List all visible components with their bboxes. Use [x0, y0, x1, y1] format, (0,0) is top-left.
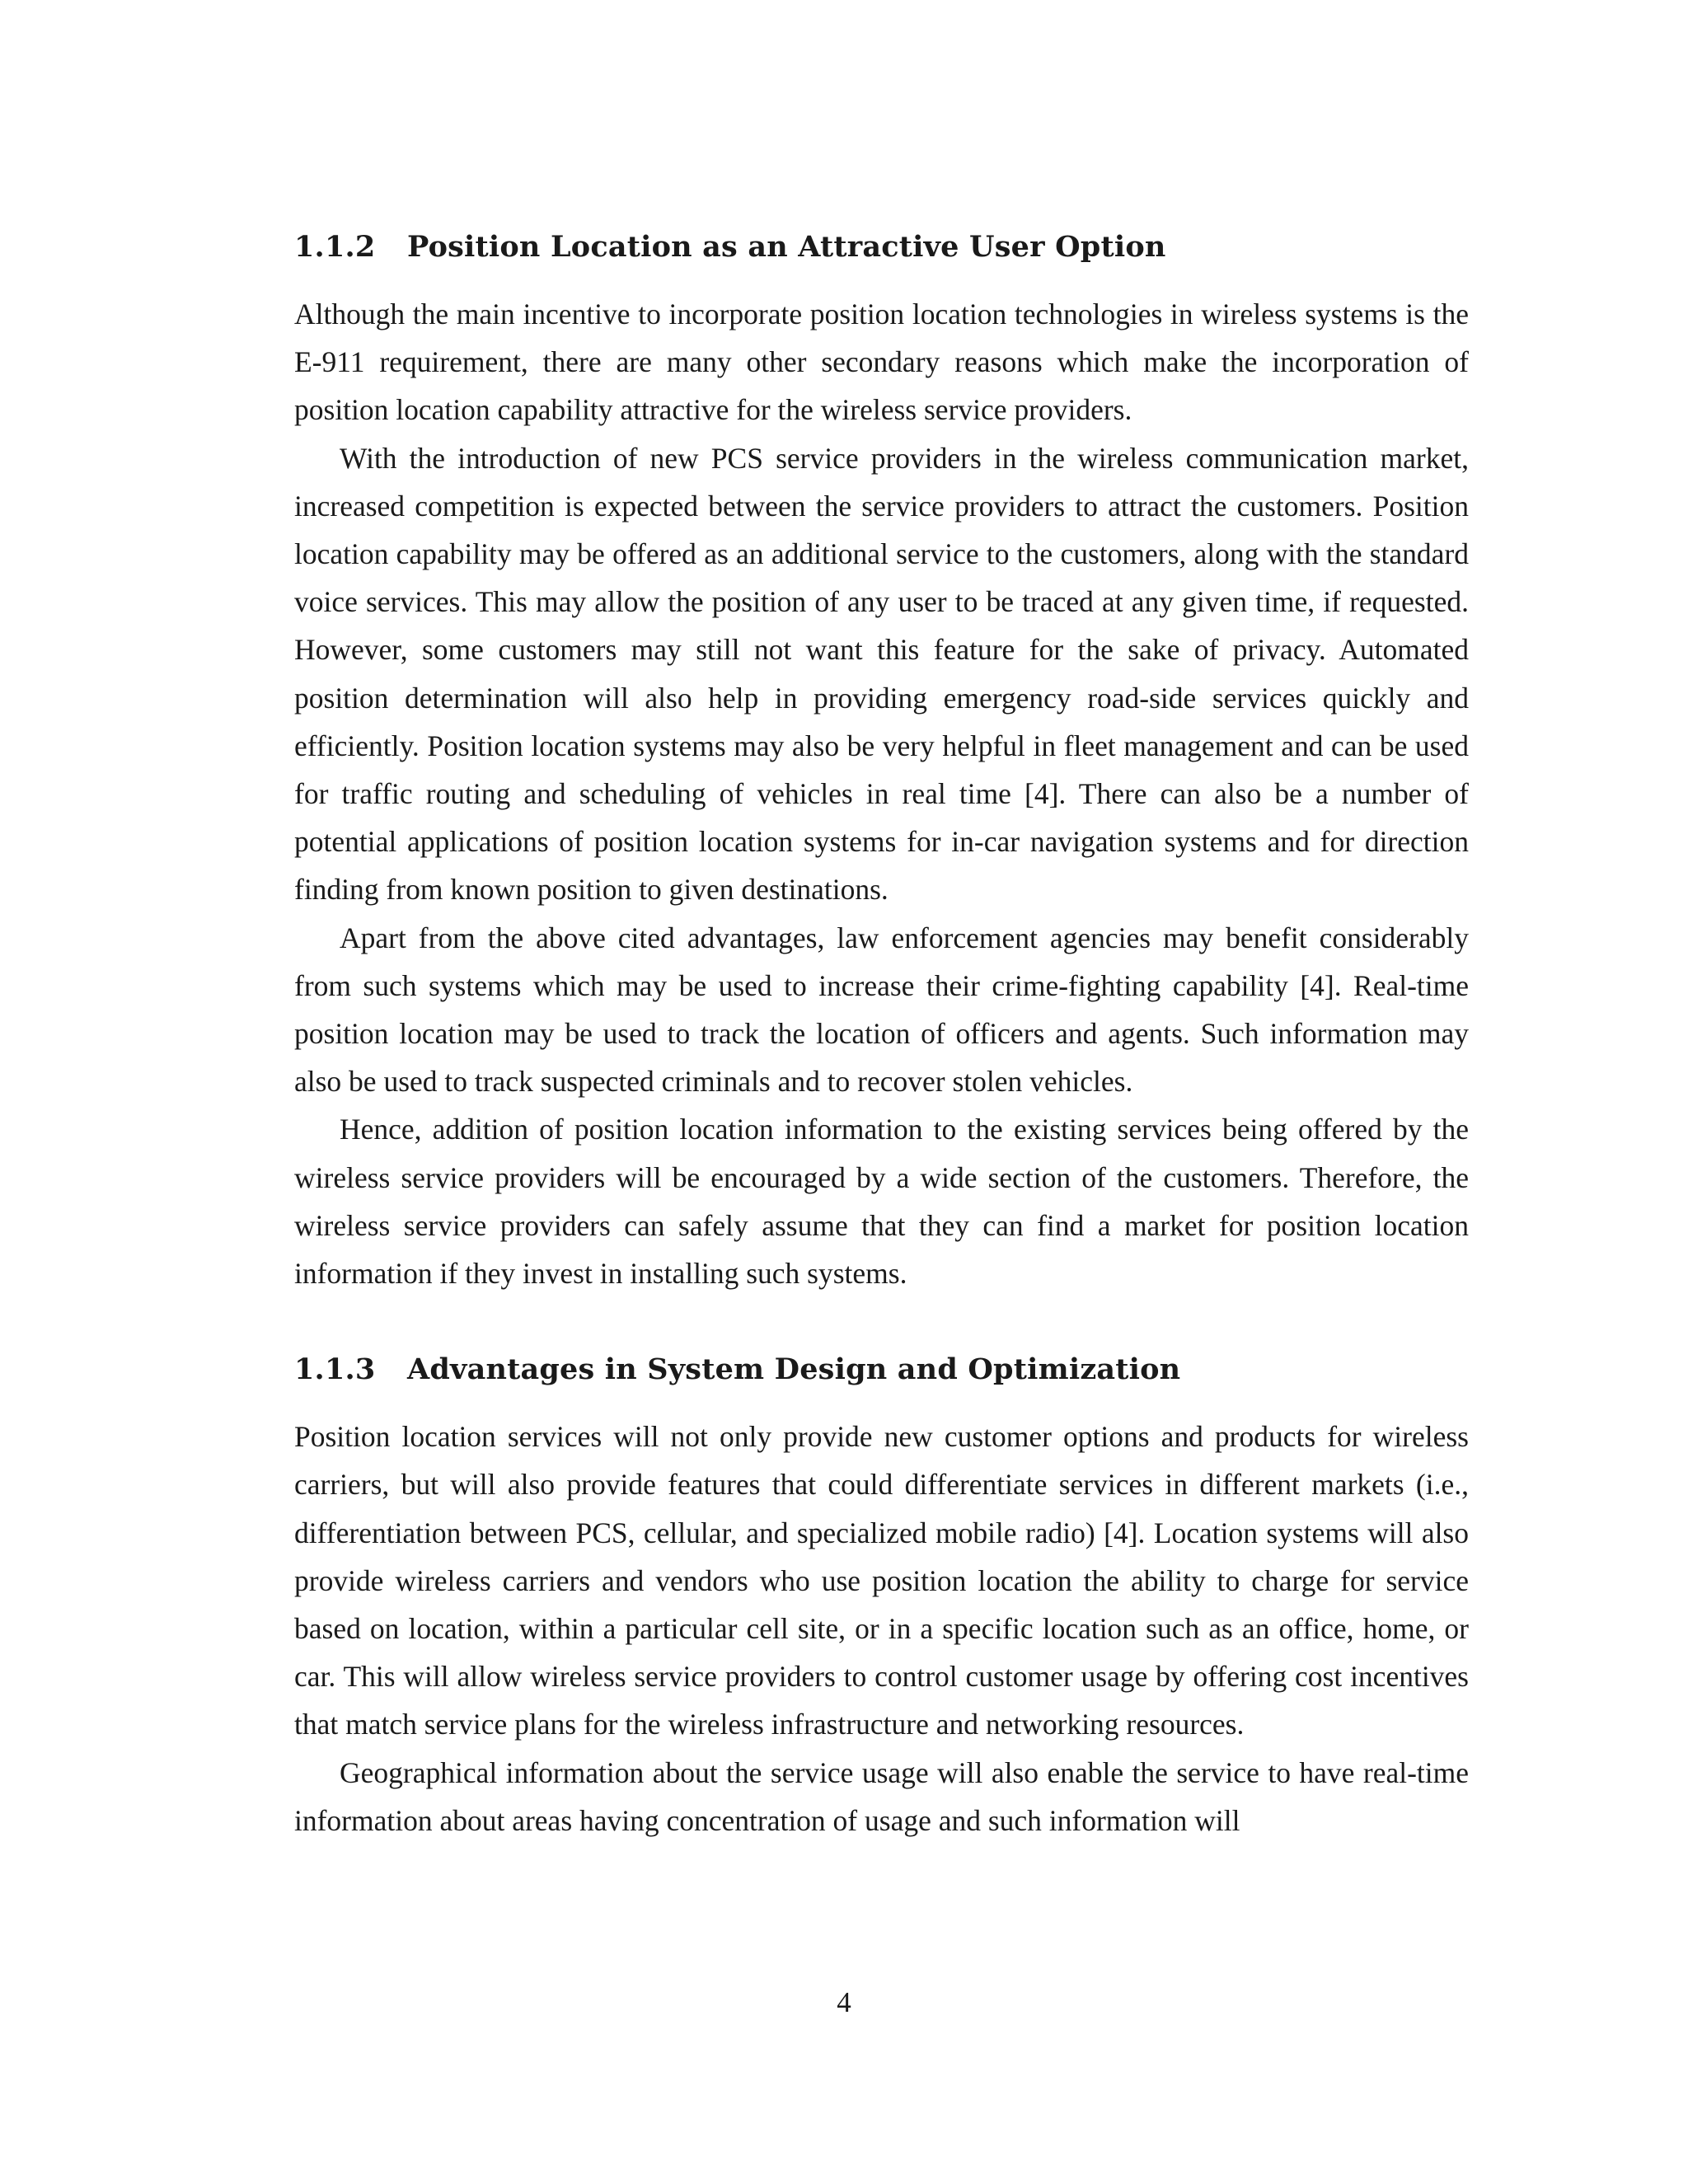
paragraph: Position location services will not only provide new customer options and products for wireless carriers, but will also provide features that could differentiate services in different markets (i.e., differentiation between PCS, cellular, and specialized mobile radio) [4]. Location systems will also provide wireless carriers and vendors who use position location the ability to charge for service based on location, within a particular cell site, or in a specific location such as an office, home, or car. This will allow wireless service providers to control customer usage by offering cost incentives that match service plans for the wireless infrastructure and networking resources.	[294, 1420, 1469, 1741]
page-body	[294, 223, 1469, 1844]
paragraph: Geographical information about the service usage will also enable the service to have real-time information about areas having concentration of usage and such information will	[294, 1755, 1469, 1837]
section-number: 1.1.2	[294, 230, 376, 264]
paragraph: Hence, addition of position location information to the existing services being offered by the wireless service providers will be encouraged by a wide section of the customers. Therefore, the wireless service providers can safely assume that they can find a market for position location information if they invest in installing such systems.	[294, 1113, 1469, 1291]
section-heading	[294, 1345, 1469, 1394]
section-title: Position Location as an Attractive User Option	[407, 230, 1166, 264]
page-number: 4	[837, 1986, 851, 2018]
section-title: Advantages in System Design and Optimization	[407, 1352, 1181, 1387]
paragraph: With the introduction of new PCS service providers in the wireless communication market, increased competition is expected between the service providers to attract the customers. Position location capability may be offered as an additional service to the customers, along with the standard voice services. This may allow the position of any user to be traced at any given time, if requested. However, some customers may still not want this feature for the sake of privacy. Automated position determination will also help in providing emergency road-side services quickly and efficiently. Position location systems may also be very helpful in fleet management and can be used for traffic routing and scheduling of vehicles in real time [4]. There can also be a number of potential applications of position location systems for in-car navigation systems and for direction finding from known position to given destinations.	[294, 441, 1469, 907]
section-heading	[294, 223, 1469, 272]
paragraph: Although the main incentive to incorporate position location technologies in wireless systems is the E-911 requirement, there are many other secondary reasons which make the incorporation of position location capability attractive for the wireless service providers.	[294, 298, 1469, 427]
paragraph: Apart from the above cited advantages, law enforcement agencies may benefit considerably from such systems which may be used to increase their crime-fighting capability [4]. Real-time position location may be used to track the location of officers and agents. Such information may also be used to track suspected criminals and to recover stolen vehicles.	[294, 921, 1469, 1099]
section-1-1-2	[294, 223, 1469, 1297]
section-number: 1.1.3	[294, 1352, 376, 1387]
section-1-1-3	[294, 1345, 1469, 1844]
